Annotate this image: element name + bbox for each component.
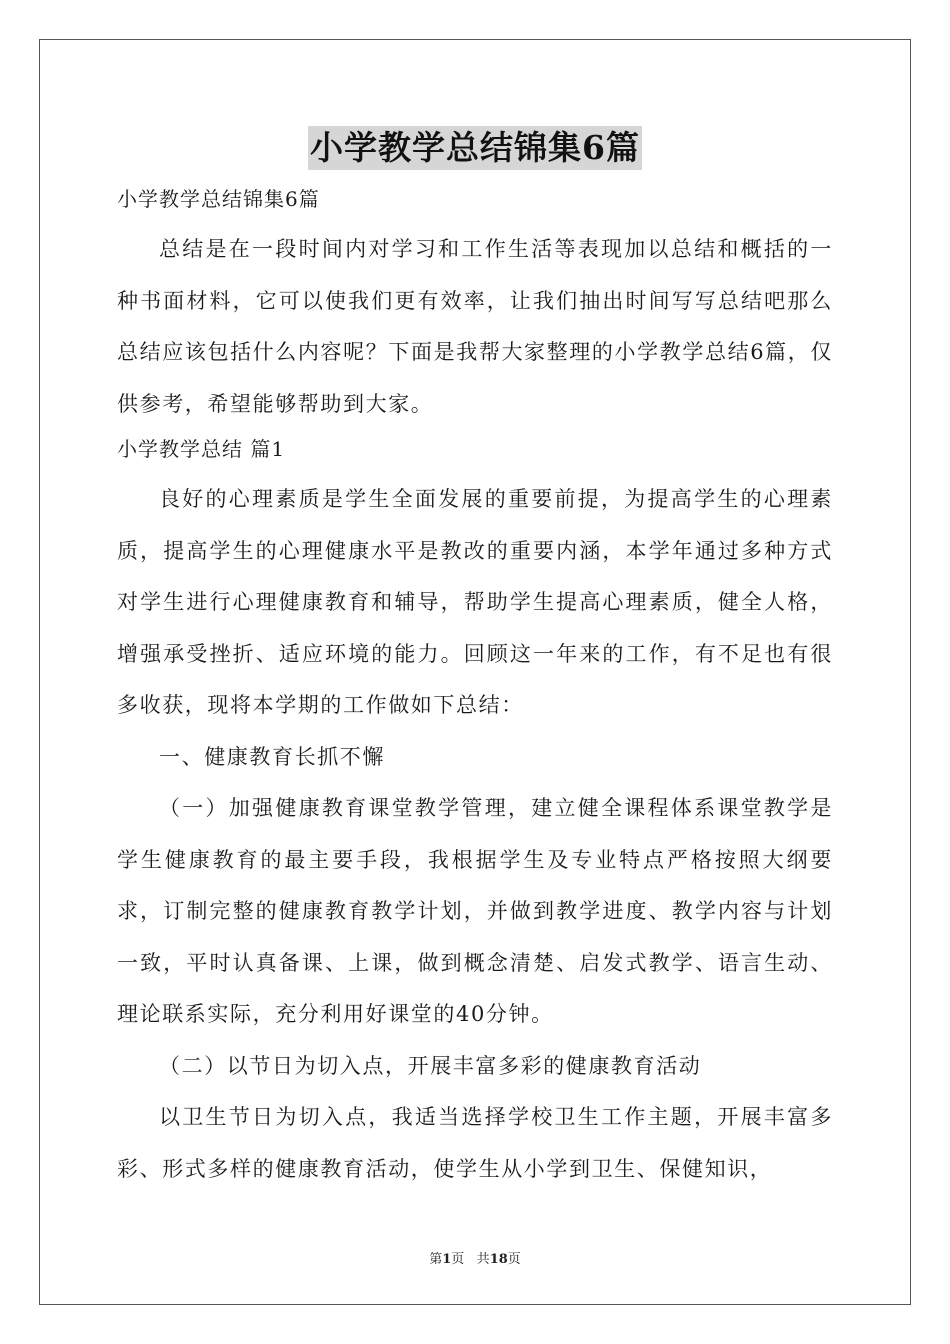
page-label-mid: 页 bbox=[451, 1252, 465, 1267]
intro-paragraph: 总结是在一段时间内对学习和工作生活等表现加以总结和概括的一种书面材料，它可以使我们更有效率，让我们抽出时间写写总结吧那么总结应该包括什么内容呢？下面是我帮大家整理的小学教学总结6篇，仅供参考，希望能够帮助到大家。 bbox=[117, 237, 833, 416]
paragraph-festival-activities: 以卫生节日为切入点，我适当选择学校卫生工作主题，开展丰富多彩、形式多样的健康教育活动，使学生从小学到卫生、保健知识， bbox=[117, 1105, 833, 1181]
paragraph-classroom-teaching: （一）加强健康教育课堂教学管理，建立健全课程体系课堂教学是学生健康教育的最主要手段，我根据学生及专业特点严格按照大纲要求，订制完整的健康教育教学计划，并做到教学进度、教学内容与计划一致，平时认真备课、上课，做到概念清楚、启发式教学、语言生动、理论联系实际，充分利用好课堂的40分钟。 bbox=[117, 796, 833, 1026]
page-total-number: 18 bbox=[489, 1252, 508, 1267]
page-footer bbox=[0, 1248, 950, 1267]
title-container bbox=[0, 126, 950, 170]
page-current-number: 1 bbox=[442, 1252, 452, 1267]
document-subtitle: 小学教学总结锦集6篇 bbox=[117, 187, 320, 211]
page-total-prefix: 共 bbox=[476, 1252, 490, 1267]
section-heading: 小学教学总结 篇1 bbox=[117, 437, 286, 461]
page-total-suffix: 页 bbox=[507, 1252, 521, 1267]
subheading-festival-activities: （二）以节日为切入点，开展丰富多彩的健康教育活动 bbox=[159, 1053, 702, 1078]
document-title: 小学教学总结锦集6篇 bbox=[308, 126, 642, 170]
section-paragraph: 良好的心理素质是学生全面发展的重要前提，为提高学生的心理素质，提高学生的心理健康水平是教改的重要内涵，本学年通过多种方式对学生进行心理健康教育和辅导，帮助学生提高心理素质，健全人格，增强承受挫折、适应环境的能力。回顾这一年来的工作，有不足也有很多收获，现将本学期的工作做如下总结： bbox=[117, 487, 833, 717]
subheading-health-education: 一、健康教育长抓不懈 bbox=[159, 744, 385, 769]
page-label-prefix: 第 bbox=[429, 1252, 443, 1267]
document-body bbox=[117, 180, 833, 1195]
